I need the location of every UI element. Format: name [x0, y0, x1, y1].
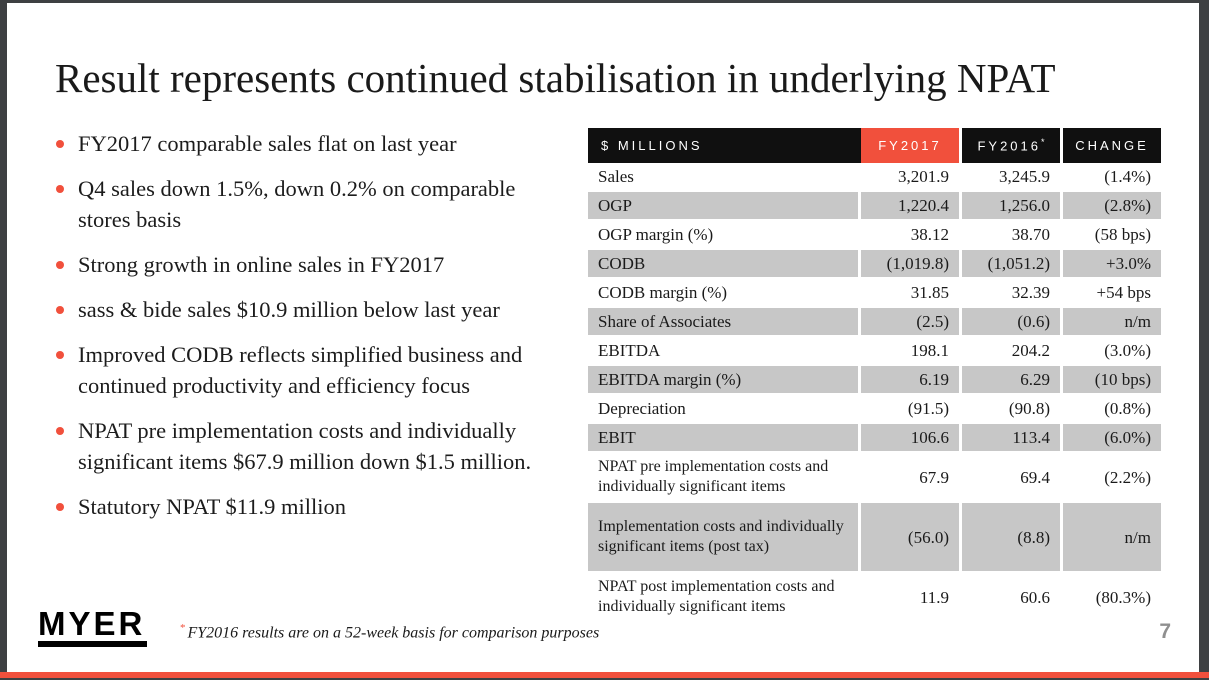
header-millions: $ MILLIONS [588, 128, 858, 163]
bullet-item [54, 339, 570, 401]
bullet-dot-icon [56, 503, 64, 511]
frame-left-border [0, 0, 7, 680]
footnote-text: FY2016 results are on a 52-week basis for comparison purposes [187, 624, 600, 642]
bullet-dot-icon [56, 140, 64, 148]
table-row [588, 453, 1161, 503]
header-change: CHANGE [1060, 128, 1161, 163]
bullet-list [54, 128, 570, 536]
row-label: Depreciation [588, 395, 858, 424]
row-fy2017: 106.6 [858, 424, 959, 453]
row-fy2016: (0.6) [959, 308, 1060, 337]
myer-logo: MYER [38, 607, 147, 647]
table-row [588, 308, 1161, 337]
bullet-text: Statutory NPAT $11.9 million [78, 494, 346, 519]
bullet-item [54, 173, 570, 235]
bullet-text: Strong growth in online sales in FY2017 [78, 252, 445, 277]
frame-top-border [0, 0, 1209, 3]
table-row [588, 163, 1161, 192]
row-change: n/m [1060, 503, 1161, 573]
bullet-item [54, 294, 570, 325]
row-label: Sales [588, 163, 858, 192]
row-label: CODB margin (%) [588, 279, 858, 308]
row-fy2016: 113.4 [959, 424, 1060, 453]
table-row [588, 337, 1161, 366]
row-change: (6.0%) [1060, 424, 1161, 453]
row-change: (2.8%) [1060, 192, 1161, 221]
row-fy2017: 6.19 [858, 366, 959, 395]
row-fy2016: 60.6 [959, 573, 1060, 623]
financials-table [588, 128, 1161, 623]
row-fy2017: 31.85 [858, 279, 959, 308]
row-change: (1.4%) [1060, 163, 1161, 192]
header-fy2016-text: FY2016 [977, 138, 1042, 154]
row-fy2017: (91.5) [858, 395, 959, 424]
table-row [588, 192, 1161, 221]
table-row [588, 503, 1161, 573]
row-label: NPAT pre implementation costs and individually significant items [588, 453, 858, 503]
row-change: +54 bps [1060, 279, 1161, 308]
row-label: CODB [588, 250, 858, 279]
bullet-text: FY2017 comparable sales flat on last year [78, 131, 457, 156]
row-fy2016: (90.8) [959, 395, 1060, 424]
table-row [588, 250, 1161, 279]
row-fy2016: 38.70 [959, 221, 1060, 250]
footnote-marker: * [1041, 137, 1045, 148]
row-fy2016: (1,051.2) [959, 250, 1060, 279]
row-change: (10 bps) [1060, 366, 1161, 395]
row-fy2017: 38.12 [858, 221, 959, 250]
row-fy2016: 69.4 [959, 453, 1060, 503]
footnote-asterisk: * [180, 622, 186, 634]
bullet-dot-icon [56, 306, 64, 314]
bullet-item [54, 128, 570, 159]
row-label: OGP margin (%) [588, 221, 858, 250]
header-fy2016 [959, 128, 1060, 163]
row-fy2017: (2.5) [858, 308, 959, 337]
table-header-row [588, 128, 1161, 163]
bullet-dot-icon [56, 261, 64, 269]
row-label: EBIT [588, 424, 858, 453]
row-change: (80.3%) [1060, 573, 1161, 623]
row-fy2017: 67.9 [858, 453, 959, 503]
row-fy2016: 3,245.9 [959, 163, 1060, 192]
table-row [588, 221, 1161, 250]
bullet-text: NPAT pre implementation costs and individually significant items $67.9 million down $1.5 million. [78, 418, 532, 474]
row-fy2017: 198.1 [858, 337, 959, 366]
header-fy2017: FY2017 [858, 128, 959, 163]
row-label: NPAT post implementation costs and individually significant items [588, 573, 858, 623]
row-fy2016: 6.29 [959, 366, 1060, 395]
table-row [588, 573, 1161, 623]
row-change: (2.2%) [1060, 453, 1161, 503]
row-fy2017: (56.0) [858, 503, 959, 573]
table-row [588, 395, 1161, 424]
bullet-text: sass & bide sales $10.9 million below last year [78, 297, 500, 322]
row-fy2016: 32.39 [959, 279, 1060, 308]
row-label: OGP [588, 192, 858, 221]
bullet-dot-icon [56, 351, 64, 359]
bullet-item [54, 491, 570, 522]
frame-right-border [1199, 0, 1209, 680]
row-fy2016: 1,256.0 [959, 192, 1060, 221]
row-fy2017: 11.9 [858, 573, 959, 623]
row-fy2017: 3,201.9 [858, 163, 959, 192]
bullet-text: Improved CODB reflects simplified business and continued productivity and efficiency focus [78, 342, 523, 398]
row-label: Share of Associates [588, 308, 858, 337]
row-label: EBITDA [588, 337, 858, 366]
row-change: (58 bps) [1060, 221, 1161, 250]
row-label: EBITDA margin (%) [588, 366, 858, 395]
row-fy2017: 1,220.4 [858, 192, 959, 221]
bullet-item [54, 249, 570, 280]
table-row [588, 279, 1161, 308]
row-fy2017: (1,019.8) [858, 250, 959, 279]
bullet-dot-icon [56, 427, 64, 435]
row-fy2016: 204.2 [959, 337, 1060, 366]
row-change: n/m [1060, 308, 1161, 337]
row-change: (3.0%) [1060, 337, 1161, 366]
row-change: (0.8%) [1060, 395, 1161, 424]
row-change: +3.0% [1060, 250, 1161, 279]
row-fy2016: (8.8) [959, 503, 1060, 573]
slide-title: Result represents continued stabilisation in underlying NPAT [55, 55, 1056, 102]
table-row [588, 366, 1161, 395]
table-row [588, 424, 1161, 453]
bullet-item [54, 415, 570, 477]
bullet-dot-icon [56, 185, 64, 193]
bullet-text: Q4 sales down 1.5%, down 0.2% on comparable stores basis [78, 176, 516, 232]
row-label: Implementation costs and individually significant items (post tax) [588, 503, 858, 573]
footnote [180, 622, 599, 642]
page-number: 7 [1159, 620, 1171, 643]
